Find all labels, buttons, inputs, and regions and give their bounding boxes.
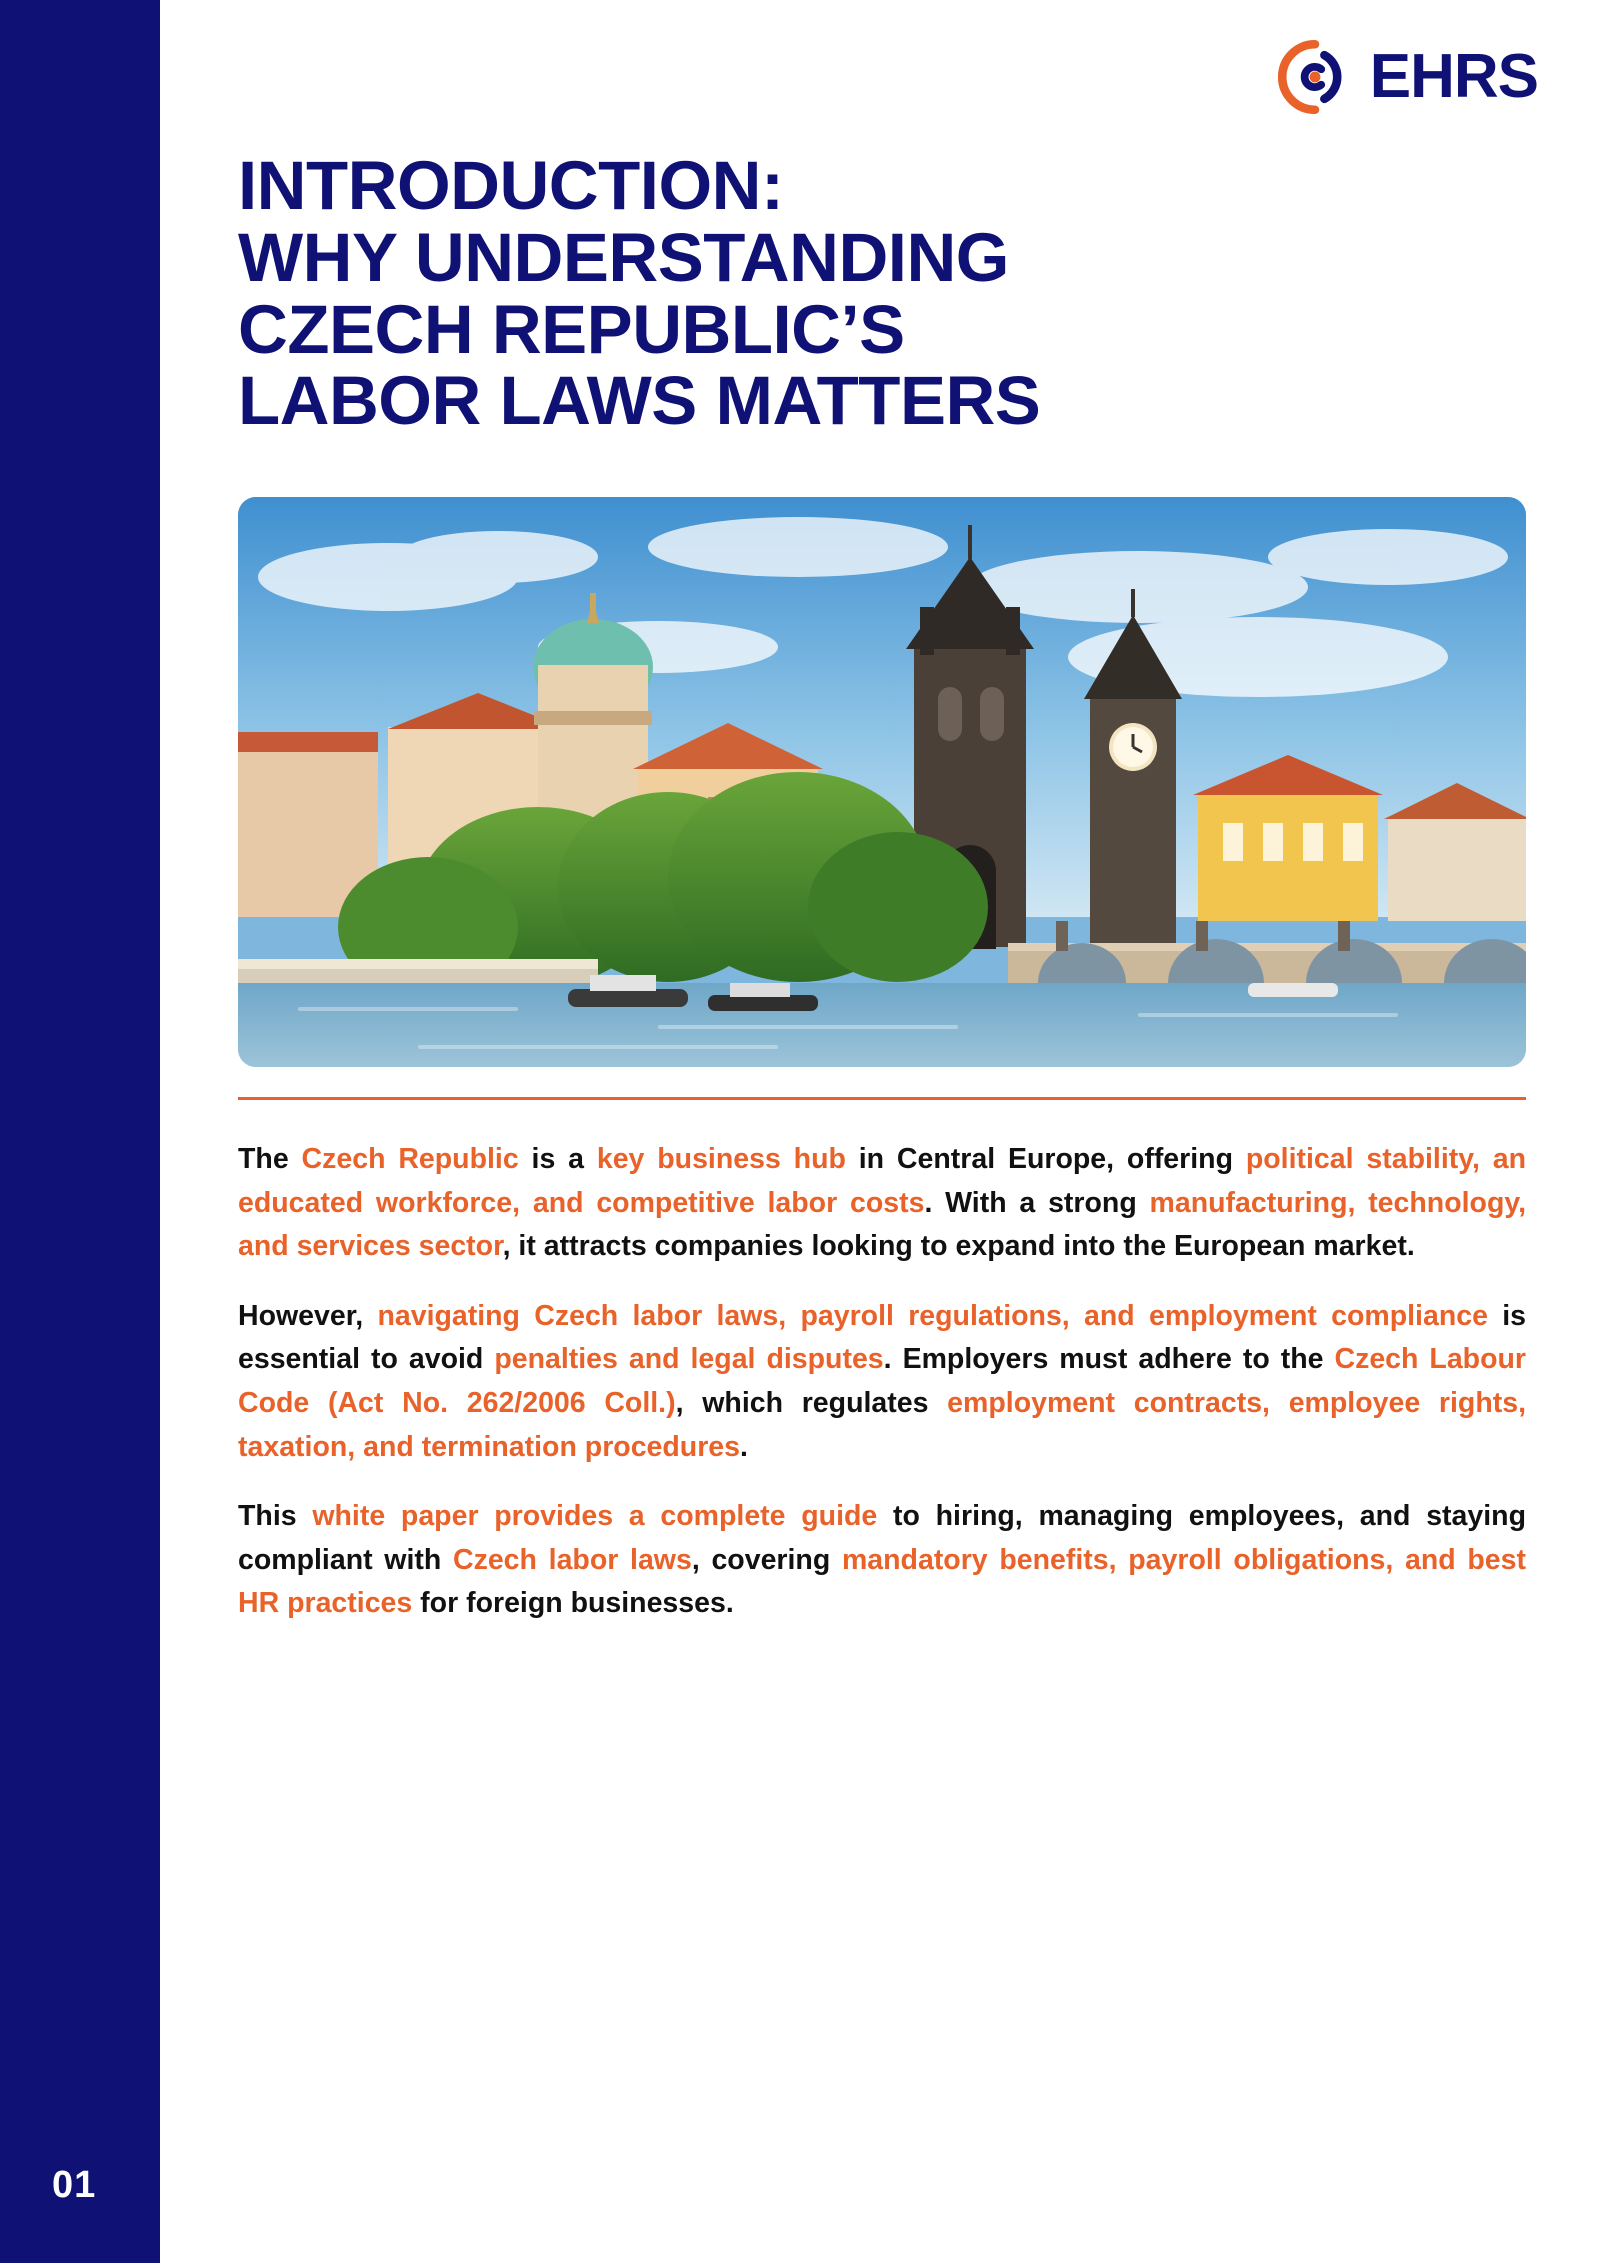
highlighted-text: employment contracts, employee rights, taxation, and termination procedures [238, 1386, 1526, 1463]
page-content [238, 147, 1527, 1626]
brand-logo [1276, 38, 1538, 116]
body-copy [238, 1138, 1526, 1626]
plain-text: However, [238, 1299, 378, 1332]
highlighted-text: white paper provides a complete guide [312, 1500, 878, 1533]
plain-text: , it attracts companies looking to expand into the European market. [502, 1230, 1415, 1263]
highlighted-text: mandatory benefits, payroll obligations, and best HR practices [238, 1543, 1526, 1620]
section-divider [238, 1097, 1526, 1100]
plain-text: is a [518, 1143, 597, 1175]
hero-image [238, 497, 1526, 1067]
highlighted-text: manufacturing, technology, and services sector [238, 1186, 1527, 1263]
highlighted-text: Czech Republic [301, 1143, 519, 1175]
highlighted-text: political stability, an educated workforce, and competitive labor costs [238, 1143, 1526, 1219]
para-1 [238, 1138, 1526, 1269]
title-line-2: WHY UNDERSTANDING [238, 218, 1009, 296]
title-line-3: CZECH REPUBLIC’S [238, 290, 905, 368]
highlighted-text: Czech labor laws [453, 1543, 692, 1576]
title-line-1: INTRODUCTION: [238, 147, 784, 224]
left-accent-bar [0, 0, 160, 2263]
plain-text: for foreign businesses. [412, 1587, 734, 1620]
plain-text: This [238, 1500, 313, 1533]
para-2 [238, 1295, 1526, 1469]
plain-text: in Central Europe, offering [845, 1143, 1246, 1175]
plain-text: , covering [691, 1543, 842, 1576]
brand-name: EHRS [1369, 42, 1538, 111]
highlighted-text: key business hub [596, 1143, 846, 1175]
plain-text: , which regulates [675, 1386, 948, 1419]
plain-text: to hiring, managing employees, and staying compliant with [238, 1500, 1526, 1576]
para-3 [238, 1495, 1526, 1626]
plain-text: . Employers must adhere to the [883, 1343, 1335, 1376]
highlighted-text: navigating Czech labor laws, payroll regulations, and employment compliance [377, 1299, 1488, 1332]
highlighted-text: penalties and legal disputes [494, 1343, 884, 1376]
plain-text: . With a strong [924, 1186, 1150, 1219]
page-number: 01 [52, 2164, 97, 2206]
plain-text: The [238, 1143, 302, 1175]
ehrs-circular-mark-icon [1276, 38, 1354, 116]
title-line-4: LABOR LAWS MATTERS [238, 362, 1041, 440]
plain-text: . [740, 1430, 748, 1463]
highlighted-text: Czech Labour Code (Act No. 262/2006 Coll.) [238, 1343, 1526, 1419]
plain-text: is essential to avoid [238, 1299, 1526, 1376]
page-title [238, 147, 1526, 440]
